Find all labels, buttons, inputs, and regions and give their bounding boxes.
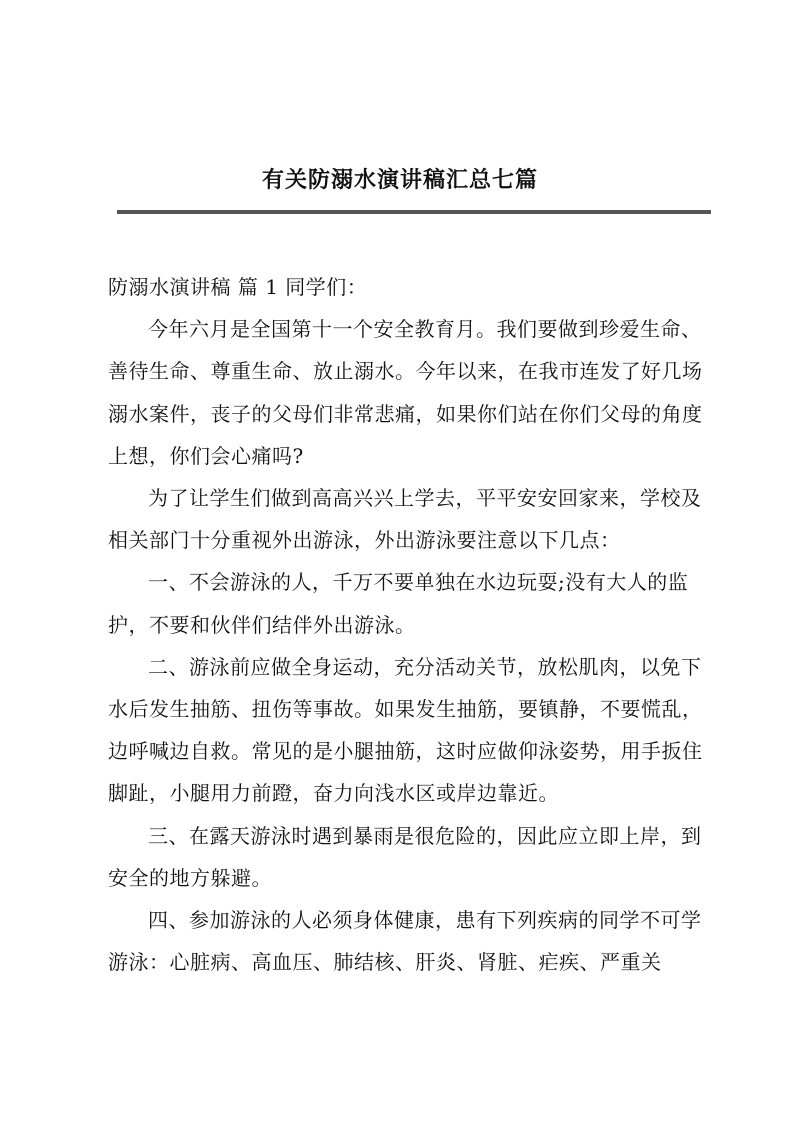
paragraph: 为了让学生们做到高高兴兴上学去，平平安安回家来，学校及相关部门十分重视外出游泳，外出游泳要注意以下几点： — [108, 486, 702, 553]
paragraph: 三、在露天游泳时遇到暴雨是很危险的，因此应立即上岸，到安全的地方躲避。 — [108, 823, 702, 890]
document-title: 有关防溺水演讲稿汇总七篇 — [261, 167, 538, 193]
paragraph: 一、不会游泳的人，千万不要单独在水边玩耍;没有大人的监护，不要和伙伴们结伴外出游泳。 — [108, 570, 689, 637]
paragraph: 今年六月是全国第十一个安全教育月。我们要做到珍爱生命、善待生命、尊重生命、放止溺水。今年以来，在我市连发了好几场溺水案件，丧子的父母们非常悲痛，如果你们站在你们父母的角度上想，你们会心痛吗? — [108, 317, 703, 468]
title-divider — [117, 210, 711, 214]
paragraph-heading: 防溺水演讲稿 篇 1 同学们： — [108, 275, 368, 299]
document-body — [108, 266, 708, 983]
paragraph: 二、游泳前应做全身运动，充分活动关节，放松肌肉，以免下水后发生抽筋、扭伤等事故。如果发生抽筋，要镇静，不要慌乱，边呼喊边自救。常见的是小腿抽筋，这时应做仰泳姿势，用手扳住脚趾，小腿用力前蹬，奋力向浅水区或岸边靠近。 — [108, 654, 703, 806]
paragraph: 四、参加游泳的人必须身体健康，患有下列疾病的同学不可学游泳：心脏病、高血压、肺结核、肝炎、肾脏、疟疾、严重关 — [108, 908, 702, 975]
